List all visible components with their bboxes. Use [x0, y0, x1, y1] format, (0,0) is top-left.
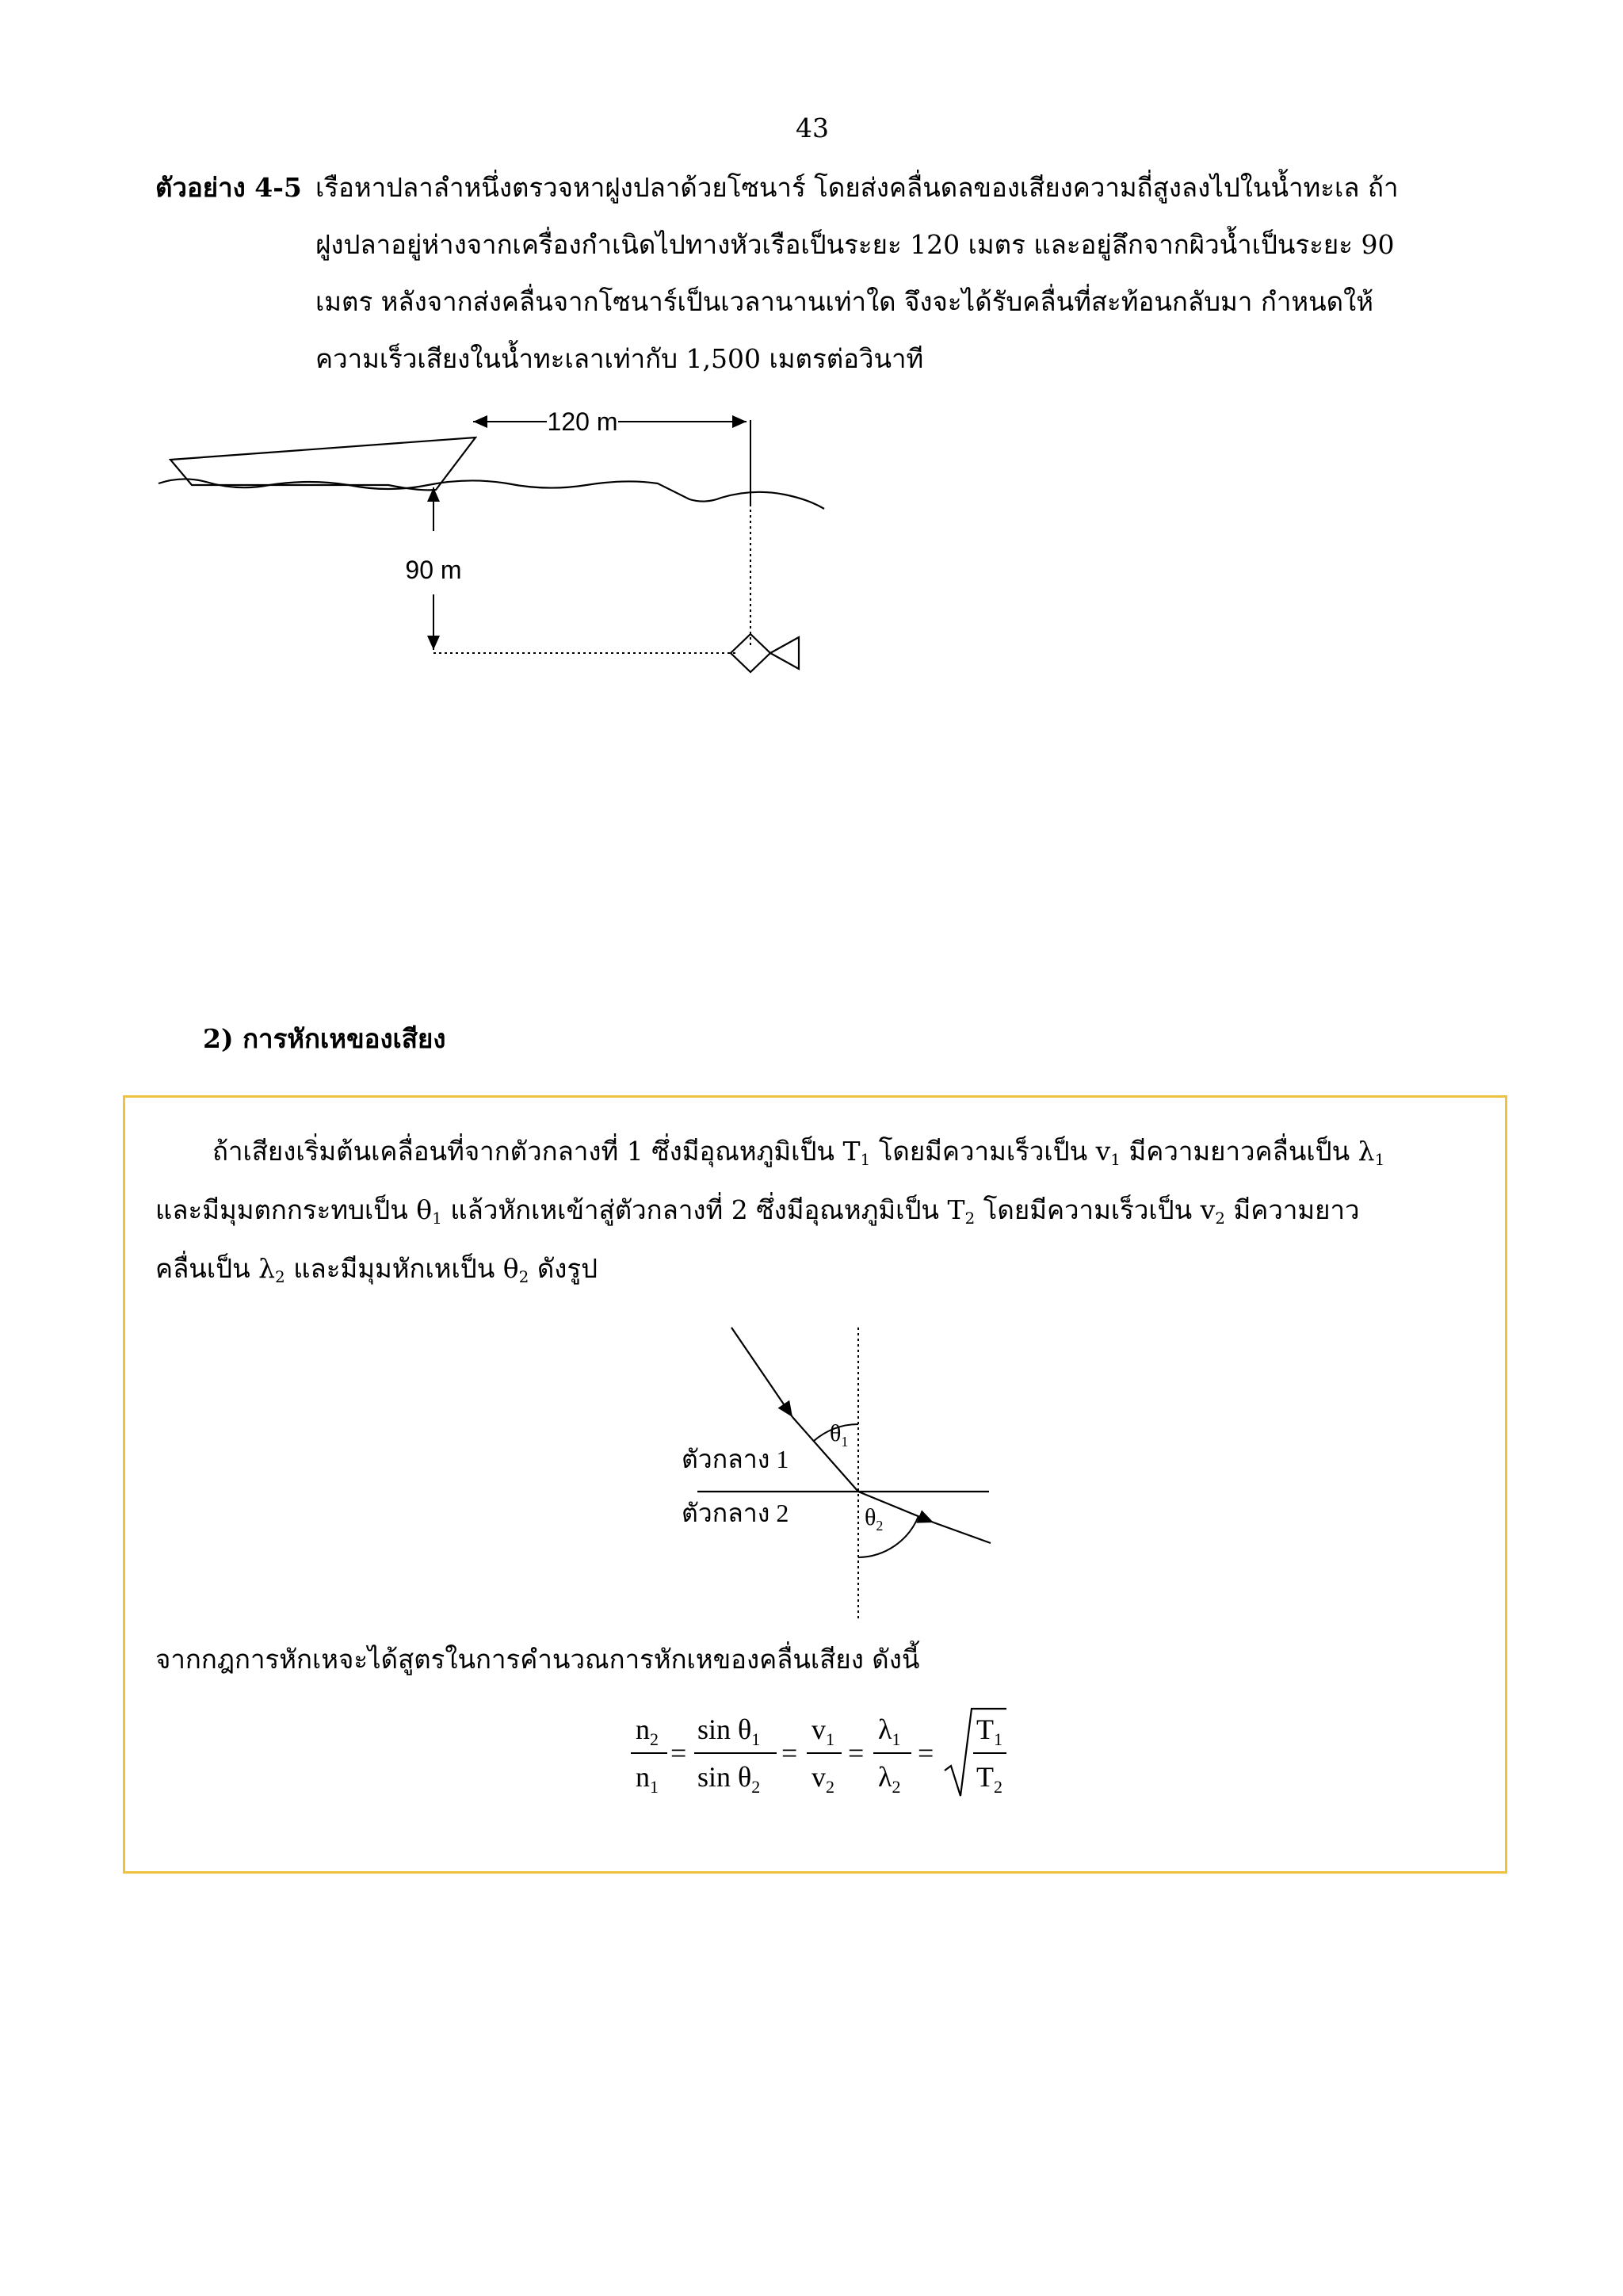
refraction-formula — [618, 1702, 1030, 1813]
water-surface — [158, 479, 824, 509]
medium-2-label: ตัวกลาง 2 — [682, 1499, 789, 1527]
formula-n-numerator: $n_2$ — [636, 1713, 659, 1749]
formula-T-numerator: $T_1$ — [976, 1713, 1002, 1749]
refraction-diagram — [666, 1316, 1014, 1633]
page-number: 43 — [796, 113, 829, 143]
horizontal-distance-label: 120 m — [547, 407, 618, 436]
example-line-1: เรือหาปลาลำหนึ่งตรวจหาฝูงปลาด้วยโซนาร์ โดยส่งคลื่นดลของเสียงความถี่สูงลงไปในน้ำทะเล ถ้า — [315, 172, 1399, 203]
box-line-2: และมีมุมตกกระทบเป็น $\theta_1$ แล้วหักเหเข้าสู่ตัวกลางที่ 2 ซึ่งมีอุณหภูมิเป็น $T_2$ โดยมีความเร็วเป็น $v_2$ มีความยาว — [155, 1194, 1360, 1228]
theta2-label: $\theta_2$ — [865, 1504, 884, 1534]
law-text: จากกฎการหักเหจะได้สูตรในการคำนวณการหักเหของคลื่นเสียง ดังนี้ — [155, 1644, 920, 1675]
vertical-distance-label: 90 m — [405, 556, 462, 584]
formula-equals-4: = — [918, 1737, 934, 1769]
medium-1-label: ตัวกลาง 1 — [682, 1445, 789, 1473]
formula-lambda-denominator: $\lambda_2$ — [878, 1761, 901, 1797]
example-line-4: ความเร็วเสียงในน้ำทะเลาเท่ากับ 1,500 เมตรต่อวินาที — [315, 343, 924, 374]
formula-v-numerator: $v_1$ — [812, 1713, 834, 1749]
formula-equals-3: = — [848, 1737, 865, 1769]
example-line-3: เมตร หลังจากส่งคลื่นจากโซนาร์เป็นเวลานานเท่าใด จึงจะได้รับคลื่นที่สะท้อนกลับมา กำหนดให้ — [315, 286, 1373, 317]
formula-sin-numerator: $\sin \theta_1$ — [697, 1713, 761, 1749]
example-line-2: ฝูงปลาอยู่ห่างจากเครื่องกำเนิดไปทางหัวเรือเป็นระยะ 120 เมตร และอยู่ลึกจากผิวน้ำเป็นระยะ 90 — [315, 229, 1395, 260]
formula-sin-denominator: $\sin \theta_2$ — [697, 1761, 761, 1797]
theta1-label: $\theta_1$ — [830, 1420, 849, 1450]
sonar-diagram — [151, 396, 848, 690]
formula-v-denominator: $v_2$ — [812, 1761, 834, 1797]
formula-equals-2: = — [781, 1737, 798, 1769]
formula-n-denominator: $n_1$ — [636, 1761, 659, 1797]
section-heading: 2) การหักเหของเสียง — [203, 1023, 446, 1054]
formula-T-denominator: $T_2$ — [976, 1761, 1002, 1797]
box-line-1: ถ้าเสียงเริ่มต้นเคลื่อนที่จากตัวกลางที่ 1 ซึ่งมีอุณหภูมิเป็น $T_1$ โดยมีความเร็วเป็น $v_1$ มีความยาวคลื่นเป็น $\lambda_1$ — [212, 1136, 1385, 1169]
formula-lambda-numerator: $\lambda_1$ — [878, 1713, 901, 1749]
example-label: ตัวอย่าง 4-5 — [155, 172, 302, 203]
box-line-3: คลื่นเป็น $\lambda_2$ และมีมุมหักเหเป็น $\theta_2$ ดังรูป — [155, 1253, 598, 1286]
fish-icon — [731, 634, 799, 672]
formula-equals-1: = — [670, 1737, 687, 1769]
